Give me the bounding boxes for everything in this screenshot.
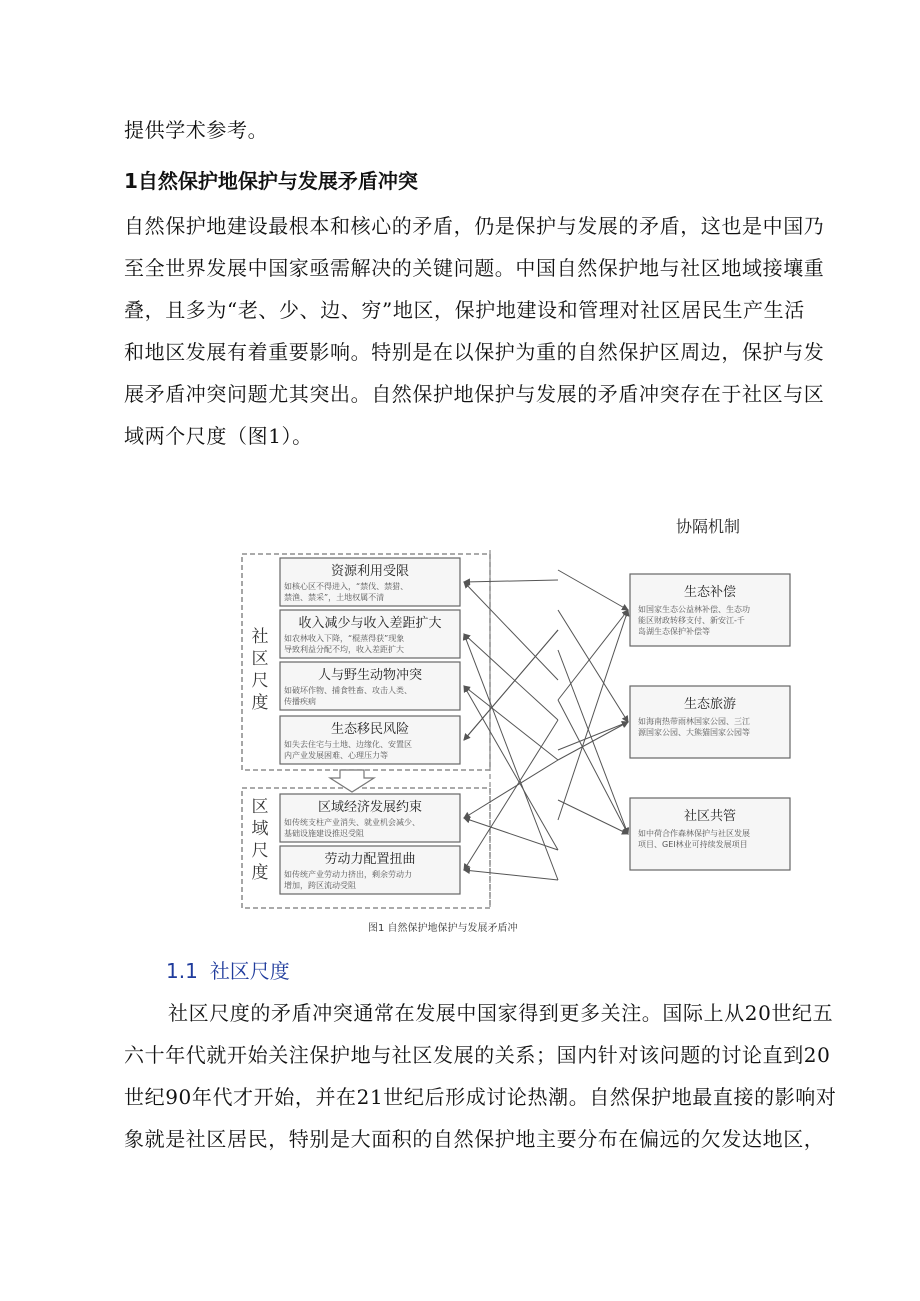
text-line: 世纪90年代才开始，并在21世纪后形成讨论热潮。自然保护地最直接的影响对 [124,1085,837,1109]
text-line: 展矛盾冲突问题尤其突出。自然保护地保护与发展的矛盾冲突存在于社区与区 [124,382,825,406]
conflict-desc: 内产业发展困难、心理压力等 [284,751,388,760]
connector-arrow [464,870,558,880]
conflict-desc: 如农林收入下降，“棍蒸得获”现象 [284,634,405,643]
connector-arrow [464,720,558,870]
conflict-desc: 禁渔、禁采”，土地权属不清 [284,593,385,602]
mechanism-desc: 能区财政转移支付、新安江-千 [638,616,745,625]
conflict-box [280,716,460,764]
conflict-desc: 传播疾病 [284,697,316,706]
coordination-mechanism-label: 协隔机制 [676,517,741,536]
conflict-desc: 如破坏作物、捕食牲畜、攻击人类、 [284,686,412,695]
intro-tail-text [124,109,804,151]
text-line: 提供学术参考。 [124,118,269,142]
text-line: 象就是社区居民，特别是大面积的自然保护地主要分布在偏远的欠发达地区， [124,1127,825,1151]
text-line: 至全世界发展中国家亟需解决的关键问题。中国自然保护地与社区地域接壤重 [124,256,825,280]
svg-text:社: 社 [251,627,269,647]
community-scale-label [252,627,269,713]
mechanism-title: 生态旅游 [683,697,737,712]
conflict-desc: 如核心区不得进入，“禁伐、禁猎、 [284,582,409,591]
svg-text:尺: 尺 [251,841,269,861]
paragraph-1 [124,205,825,457]
conflict-desc: 如传统产业劳动力挤出，剩余劳动力 [284,870,412,879]
text-line: 域两个尺度（图1）。 [124,424,313,448]
mechanism-desc: 如中荷合作森林保护与社区发展 [638,829,750,838]
mechanism-desc: 如国家生态公益林补偿、生态功 [638,605,750,614]
conflict-box [280,610,460,658]
mechanism-title: 生态补偿 [683,585,737,600]
connector-arrow [464,582,558,680]
conflict-title: 收入减少与收入差距扩大 [298,616,442,631]
conflict-desc: 导致利益分配不均，收入差距扩大 [284,645,404,654]
down-arrow-icon [330,770,374,792]
connector-arrow [558,722,628,750]
text-line: 社区尺度的矛盾冲突通常在发展中国家得到更多关注。国际上从20世纪五 [168,1001,834,1025]
svg-text:区: 区 [251,649,269,669]
connector-arrow [464,580,558,582]
connector-arrow [464,686,558,850]
mechanism-box [630,686,790,758]
subsection-heading [166,950,290,992]
connector-arrow [558,650,628,834]
figure-caption: 图1 自然保护地保护与发展矛盾冲 [368,923,518,934]
svg-text:度: 度 [251,693,269,713]
connector-arrow [558,570,628,610]
svg-text:域: 域 [251,819,269,839]
conflict-box [280,846,460,894]
conflict-box [280,558,460,606]
subsection-number: 1.1 [166,959,198,983]
svg-text:尺: 尺 [251,671,269,691]
conflict-box [280,794,460,842]
text-line: 和地区发展有着重要影响。特别是在以保护为重的自然保护区周边，保护与发 [124,340,825,364]
conflict-title: 资源利用受限 [330,564,410,579]
conflict-desc: 如失去住宅与土地、边缘化、安置区 [284,740,412,749]
conflict-title: 生态移民风险 [330,722,410,737]
conflict-title: 区域经济发展约束 [317,800,423,815]
conflict-desc: 增加，跨区流动受阻 [284,881,356,890]
paragraph-2 [124,992,837,1160]
text-line: 六十年代就开始关注保护地与社区发展的关系；国内针对该问题的讨论直到20 [124,1043,831,1067]
regional-scale-label [252,797,269,883]
section-heading: 1自然保护地保护与发展矛盾冲突 [124,169,418,193]
connector-arrow [558,610,628,700]
svg-text:区: 区 [251,797,269,817]
connector-arrow [464,818,558,850]
conflict-title: 人与野生动物冲突 [317,668,423,683]
figure-1-diagram [228,550,793,935]
connector-arrow [464,634,558,880]
subsection-title: 社区尺度 [209,959,290,983]
conflict-desc: 如传统支柱产业消失、就业机会减少、 [284,818,420,827]
conflict-title: 劳动力配置扭曲 [324,852,416,867]
connector-arrow [558,610,628,722]
mechanism-box [630,798,790,870]
conflict-box [280,662,460,710]
connector-arrow [558,700,628,834]
mechanism-box [630,574,790,646]
text-line: 自然保护地建设最根本和核心的矛盾，仍是保护与发展的矛盾，这也是中国乃 [124,214,825,238]
conflict-desc: 基础设施建设推迟受阻 [284,829,364,838]
mechanism-desc: 源国家公园、大熊猫国家公园等 [638,728,750,737]
mechanism-desc: 如海南热带雨林国家公园、三江 [638,717,750,726]
mechanism-desc: 项目、GEI林业可持续发展项目 [638,840,748,849]
text-line: 叠，且多为“老、少、边、穷”地区，保护地建设和管理对社区居民生产生活 [124,298,805,322]
mechanism-desc: 岛湖生态保护补偿等 [638,627,710,636]
connector-arrow [558,610,628,820]
mechanism-title: 社区共管 [683,809,737,824]
svg-text:度: 度 [251,863,269,883]
